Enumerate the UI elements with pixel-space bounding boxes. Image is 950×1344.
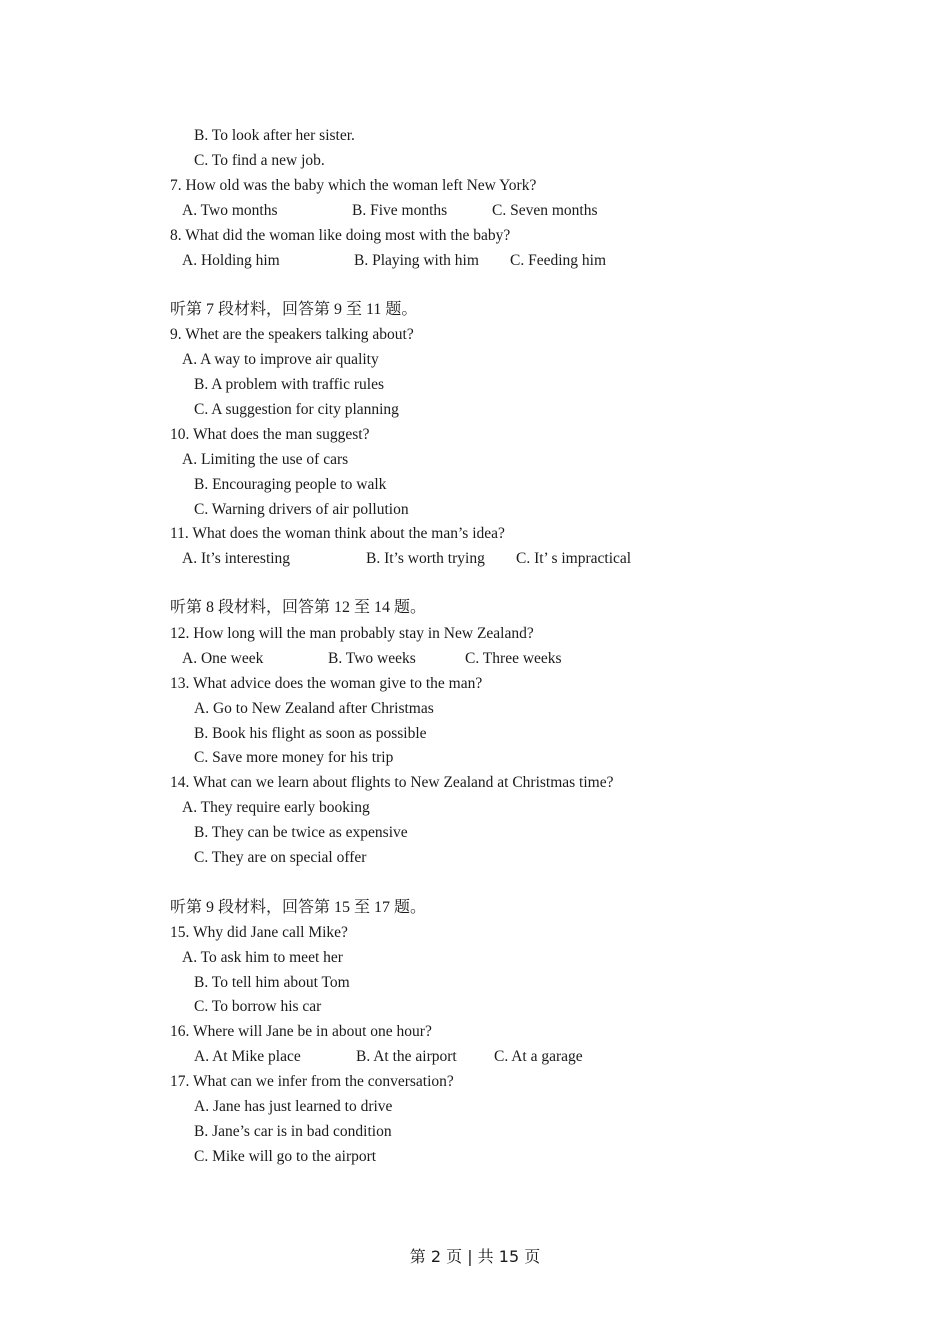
option-line: A. They require early booking (182, 799, 370, 816)
option-line: A. Jane has just learned to drive (194, 1098, 393, 1115)
option-line: B. Jane’s car is in bad condition (194, 1123, 392, 1140)
section-heading-7: 听第 7 段材料，回答第 9 至 11 题。 (170, 301, 418, 318)
option-line: C. Mike will go to the airport (194, 1148, 377, 1165)
question-11: 11. What does the woman think about the man’s idea? (170, 525, 505, 542)
option-line: B. Five months (352, 202, 448, 219)
option-line: B. A problem with traffic rules (194, 376, 384, 393)
option-line: B. They can be twice as expensive (194, 824, 408, 841)
question-17: 17. What can we infer from the conversation? (170, 1073, 454, 1090)
option-line: A. Go to New Zealand after Christmas (194, 700, 434, 717)
option-line: C. A suggestion for city planning (194, 401, 399, 418)
question-14: 14. What can we learn about flights to New Zealand at Christmas time? (170, 774, 614, 791)
question-7: 7. How old was the baby which the woman left New York? (170, 177, 537, 194)
option-line: C. Feeding him (510, 252, 607, 269)
option-line: B. Book his flight as soon as possible (194, 725, 427, 742)
option-line: B. At the airport (356, 1048, 457, 1065)
section-heading-9: 听第 9 段材料，回答第 15 至 17 题。 (170, 899, 427, 916)
option-line: C. Seven months (492, 202, 598, 219)
option-line: C. To find a new job. (194, 152, 325, 169)
option-line: B. It’s worth trying (366, 550, 485, 567)
question-9: 9. Whet are the speakers talking about? (170, 326, 414, 343)
option-line: A. One week (182, 650, 264, 667)
option-line: A. At Mike place (194, 1048, 301, 1065)
section-heading-8: 听第 8 段材料，回答第 12 至 14 题。 (170, 599, 427, 616)
question-10: 10. What does the man suggest? (170, 426, 370, 443)
option-line: C. Warning drivers of air pollution (194, 501, 409, 518)
option-line: C. At a garage (494, 1048, 583, 1065)
option-line: B. To tell him about Tom (194, 974, 350, 991)
option-line: A. Holding him (182, 252, 280, 269)
page-footer: 第 2 页 | 共 15 页 (409, 1247, 541, 1266)
option-line: A. To ask him to meet her (182, 949, 343, 966)
option-line: C. To borrow his car (194, 998, 322, 1015)
question-15: 15. Why did Jane call Mike? (170, 924, 348, 941)
option-line: B. Playing with him (354, 252, 479, 269)
option-line: B. To look after her sister. (194, 127, 355, 144)
question-12: 12. How long will the man probably stay in New Zealand? (170, 625, 534, 642)
question-8: 8. What did the woman like doing most with the baby? (170, 227, 511, 244)
option-line: A. Two months (182, 202, 278, 219)
option-line: A. Limiting the use of cars (182, 451, 349, 468)
option-line: A. A way to improve air quality (182, 351, 379, 368)
question-13: 13. What advice does the woman give to the man? (170, 675, 483, 692)
option-line: C. They are on special offer (194, 849, 367, 866)
question-16: 16. Where will Jane be in about one hour? (170, 1023, 432, 1040)
option-line: C. Three weeks (465, 650, 562, 667)
option-line: C. Save more money for his trip (194, 749, 394, 766)
option-line: B. Encouraging people to walk (194, 476, 387, 493)
option-line: B. Two weeks (328, 650, 416, 667)
option-line: C. It’ s impractical (516, 550, 632, 567)
option-line: A. It’s interesting (182, 550, 291, 567)
